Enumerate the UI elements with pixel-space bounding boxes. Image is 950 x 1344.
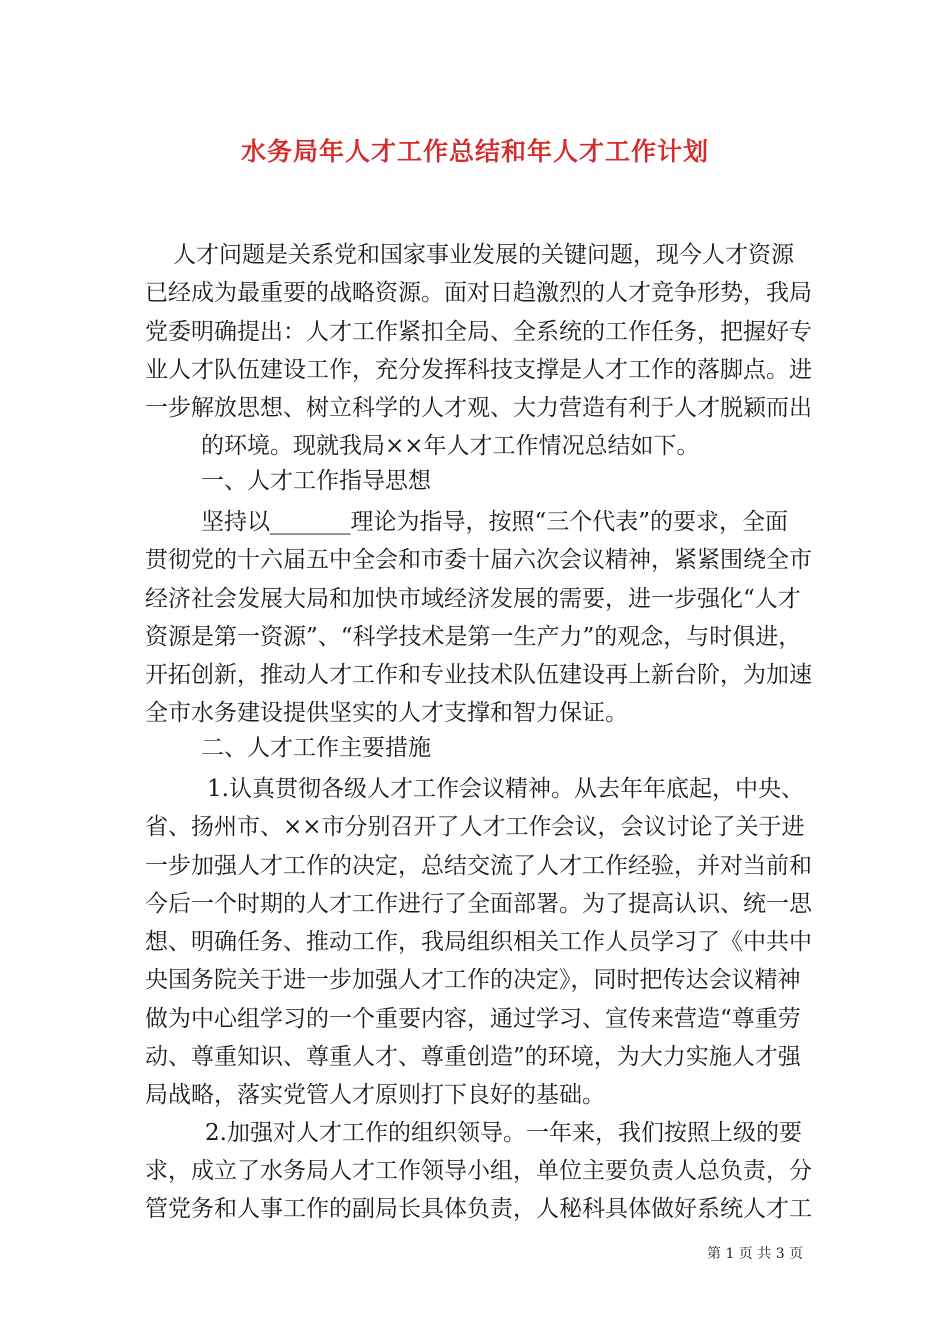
paragraph-line: 管党务和人事工作的副局长具体负责，人秘科具体做好系统人才工 xyxy=(145,1196,812,1222)
section-heading: 一、人才工作指导思想 xyxy=(201,468,431,494)
paragraph-line: 业人才队伍建设工作，充分发挥科技支撑是人才工作的落脚点。进 xyxy=(145,357,812,383)
paragraph-line: 求，成立了水务局人才工作领导小组，单位主要负责人总负责，分 xyxy=(145,1158,812,1184)
paragraph-line: 资源是第一资源”、“科学技术是第一生产力”的观念，与时俱进， xyxy=(145,624,802,650)
paragraph-line: 党委明确提出：人才工作紧扣全局、全系统的工作任务，把握好专 xyxy=(145,319,812,345)
paragraph-line: 央国务院关于进一步加强人才工作的决定》，同时把传达会议精神 xyxy=(145,967,801,993)
paragraph-line: 一步加强人才工作的决定，总结交流了人才工作经验，并对当前和 xyxy=(145,853,812,879)
paragraph-line: 坚持以_______理论为指导，按照“三个代表”的要求，全面 xyxy=(201,509,789,535)
paragraph-line: 已经成为最重要的战略资源。面对日趋激烈的人才竞争形势，我局 xyxy=(145,280,812,306)
paragraph-line: 省、扬州市、××市分别召开了人才工作会议，会议讨论了关于进 xyxy=(145,814,805,840)
paragraph-line: 想、明确任务、推动工作，我局组织相关工作人员学习了《中共中 xyxy=(145,929,812,955)
paragraph-line: 1.认真贯彻各级人才工作会议精神。从去年年底起，中央、 xyxy=(207,776,804,802)
paragraph-line: 2.加强对人才工作的组织领导。一年来，我们按照上级的要 xyxy=(205,1120,802,1146)
paragraph-line: 经济社会发展大局和加快市域经济发展的需要，进一步强化“人才 xyxy=(145,586,801,612)
paragraph-line: 一步解放思想、树立科学的人才观、大力营造有利于人才脱颖而出 xyxy=(145,395,812,421)
paragraph-line: 的环境。现就我局××年人才工作情况总结如下。 xyxy=(201,433,700,459)
paragraph-line: 全市水务建设提供坚实的人才支撑和智力保证。 xyxy=(145,700,628,726)
paragraph-line: 做为中心组学习的一个重要内容，通过学习、宣传来营造“尊重劳 xyxy=(145,1006,801,1032)
paragraph-line: 开拓创新，推动人才工作和专业技术队伍建设再上新台阶，为加速 xyxy=(145,662,812,688)
paragraph-line: 动、尊重知识、尊重人才、尊重创造”的环境，为大力实施人才强 xyxy=(145,1044,801,1070)
paragraph-line: 人才问题是关系党和国家事业发展的关键问题，现今人才资源 xyxy=(173,242,794,268)
paragraph-line: 贯彻党的十六届五中全会和市委十届六次会议精神，紧紧围绕全市 xyxy=(145,547,812,573)
paragraph-line: 局战略，落实党管人才原则打下良好的基础。 xyxy=(145,1082,605,1108)
page-number: 第 1 页 共 3 页 xyxy=(707,1246,804,1262)
document-title: 水务局年人才工作总结和年人才工作计划 xyxy=(240,137,709,166)
paragraph-line: 今后一个时期的人才工作进行了全面部署。为了提高认识、统一思 xyxy=(145,891,812,917)
section-heading: 二、人才工作主要措施 xyxy=(201,735,431,761)
